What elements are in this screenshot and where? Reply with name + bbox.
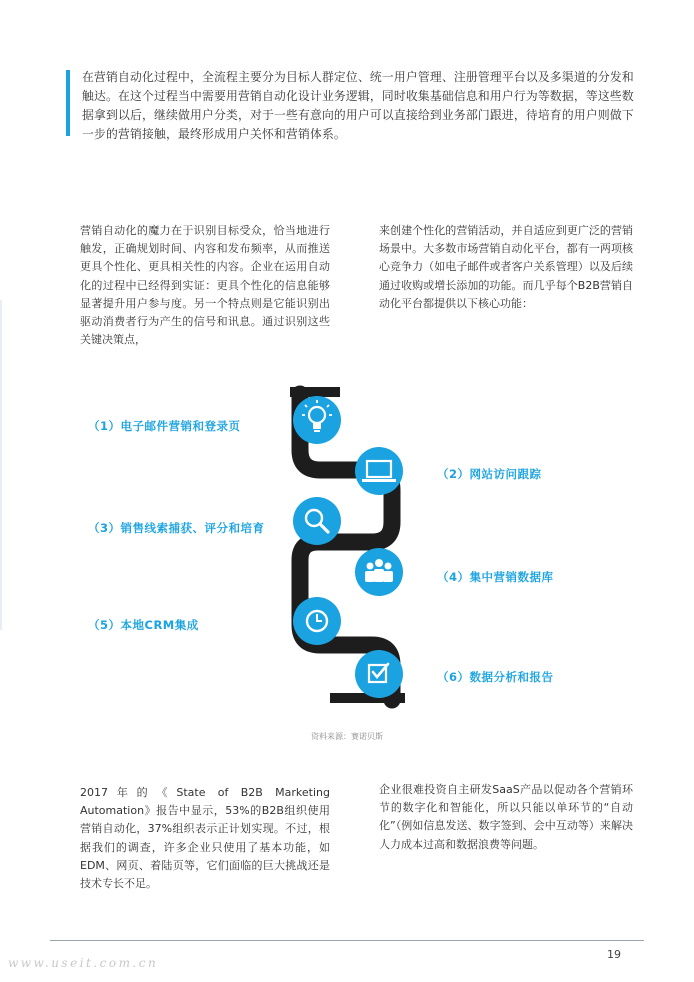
feature-label-5: （5）本地CRM集成 [88,618,199,632]
intro-paragraph: 在营销自动化过程中，全流程主要分为目标人群定位、统一用户管理、注册管理平台以及多渠道的分发和触达。在这个过程当中需要用营销自动化设计业务逻辑，同时收集基础信息和用户行为等数据，等这些数据拿到以后，继续做用户分类，对于一些有意向的用户可以直接给到业务部门跟进，待培育的用户则做下一步的营销接触，最终形成用户关怀和营销体系。 [82,70,634,141]
body-paragraph-2: 来创建个性化的营销活动，并自适应到更广泛的营销场景中。大多数市场营销自动化平台，都有一两项核心竞争力（如电子邮件或者客户关系管理）以及后续通过收购或增长添加的功能。而几乎每个B2B营销自动化平台都提供以下核心功能： [379,224,633,310]
clock-icon [293,597,341,645]
feature-label-3: （3）销售线索捕获、评分和培育 [88,521,265,535]
lightbulb-icon [293,396,341,444]
body-paragraph-3: 2017年的《State of B2B Marketing Automation》报告中显示，53%的B2B组织使用营销自动化，37%组织表示正计划实现。不过，根据我们的调查，许多企业只使用了基本功能，如EDM、网页、着陆页等，它们面临的巨大挑战还是技术专长不足。 [80,786,330,891]
magnifier-icon [293,497,341,545]
watermark: www.useit.com.cn [8,956,159,970]
checkbox-icon [355,650,403,698]
source-caption: 资料来源：赛诺贝斯 [311,732,383,741]
people-icon [355,548,403,596]
feature-label-4: （4）集中营销数据库 [437,570,554,584]
footer-rule [50,940,644,941]
feature-label-2: （2）网站访问跟踪 [437,467,542,481]
feature-label-6: （6）数据分析和报告 [437,670,554,684]
laptop-icon [355,447,403,495]
page-number: 19 [607,948,621,961]
feature-label-1: （1）电子邮件营销和登录页 [88,419,241,433]
body-paragraph-4: 企业很难投资自主研发SaaS产品以促动各个营销环节的数字化和智能化，所以只能以单环节的“自动化”（例如信息发送、数字签到、会中互动等）来解决人力成本过高和数据浪费等问题。 [379,783,633,851]
body-paragraph-1: 营销自动化的魔力在于识别目标受众，恰当地进行触发，正确规划时间、内容和发布频率，从而推送更具个性化、更具相关性的内容。企业在运用自动化的过程中已经得到实证：更具个性化的信息能够显著提升用户参与度。另一个特点则是它能识别出驱动消费者行为产生的信号和讯息。通过识别这些关键决策点， [80,224,330,347]
